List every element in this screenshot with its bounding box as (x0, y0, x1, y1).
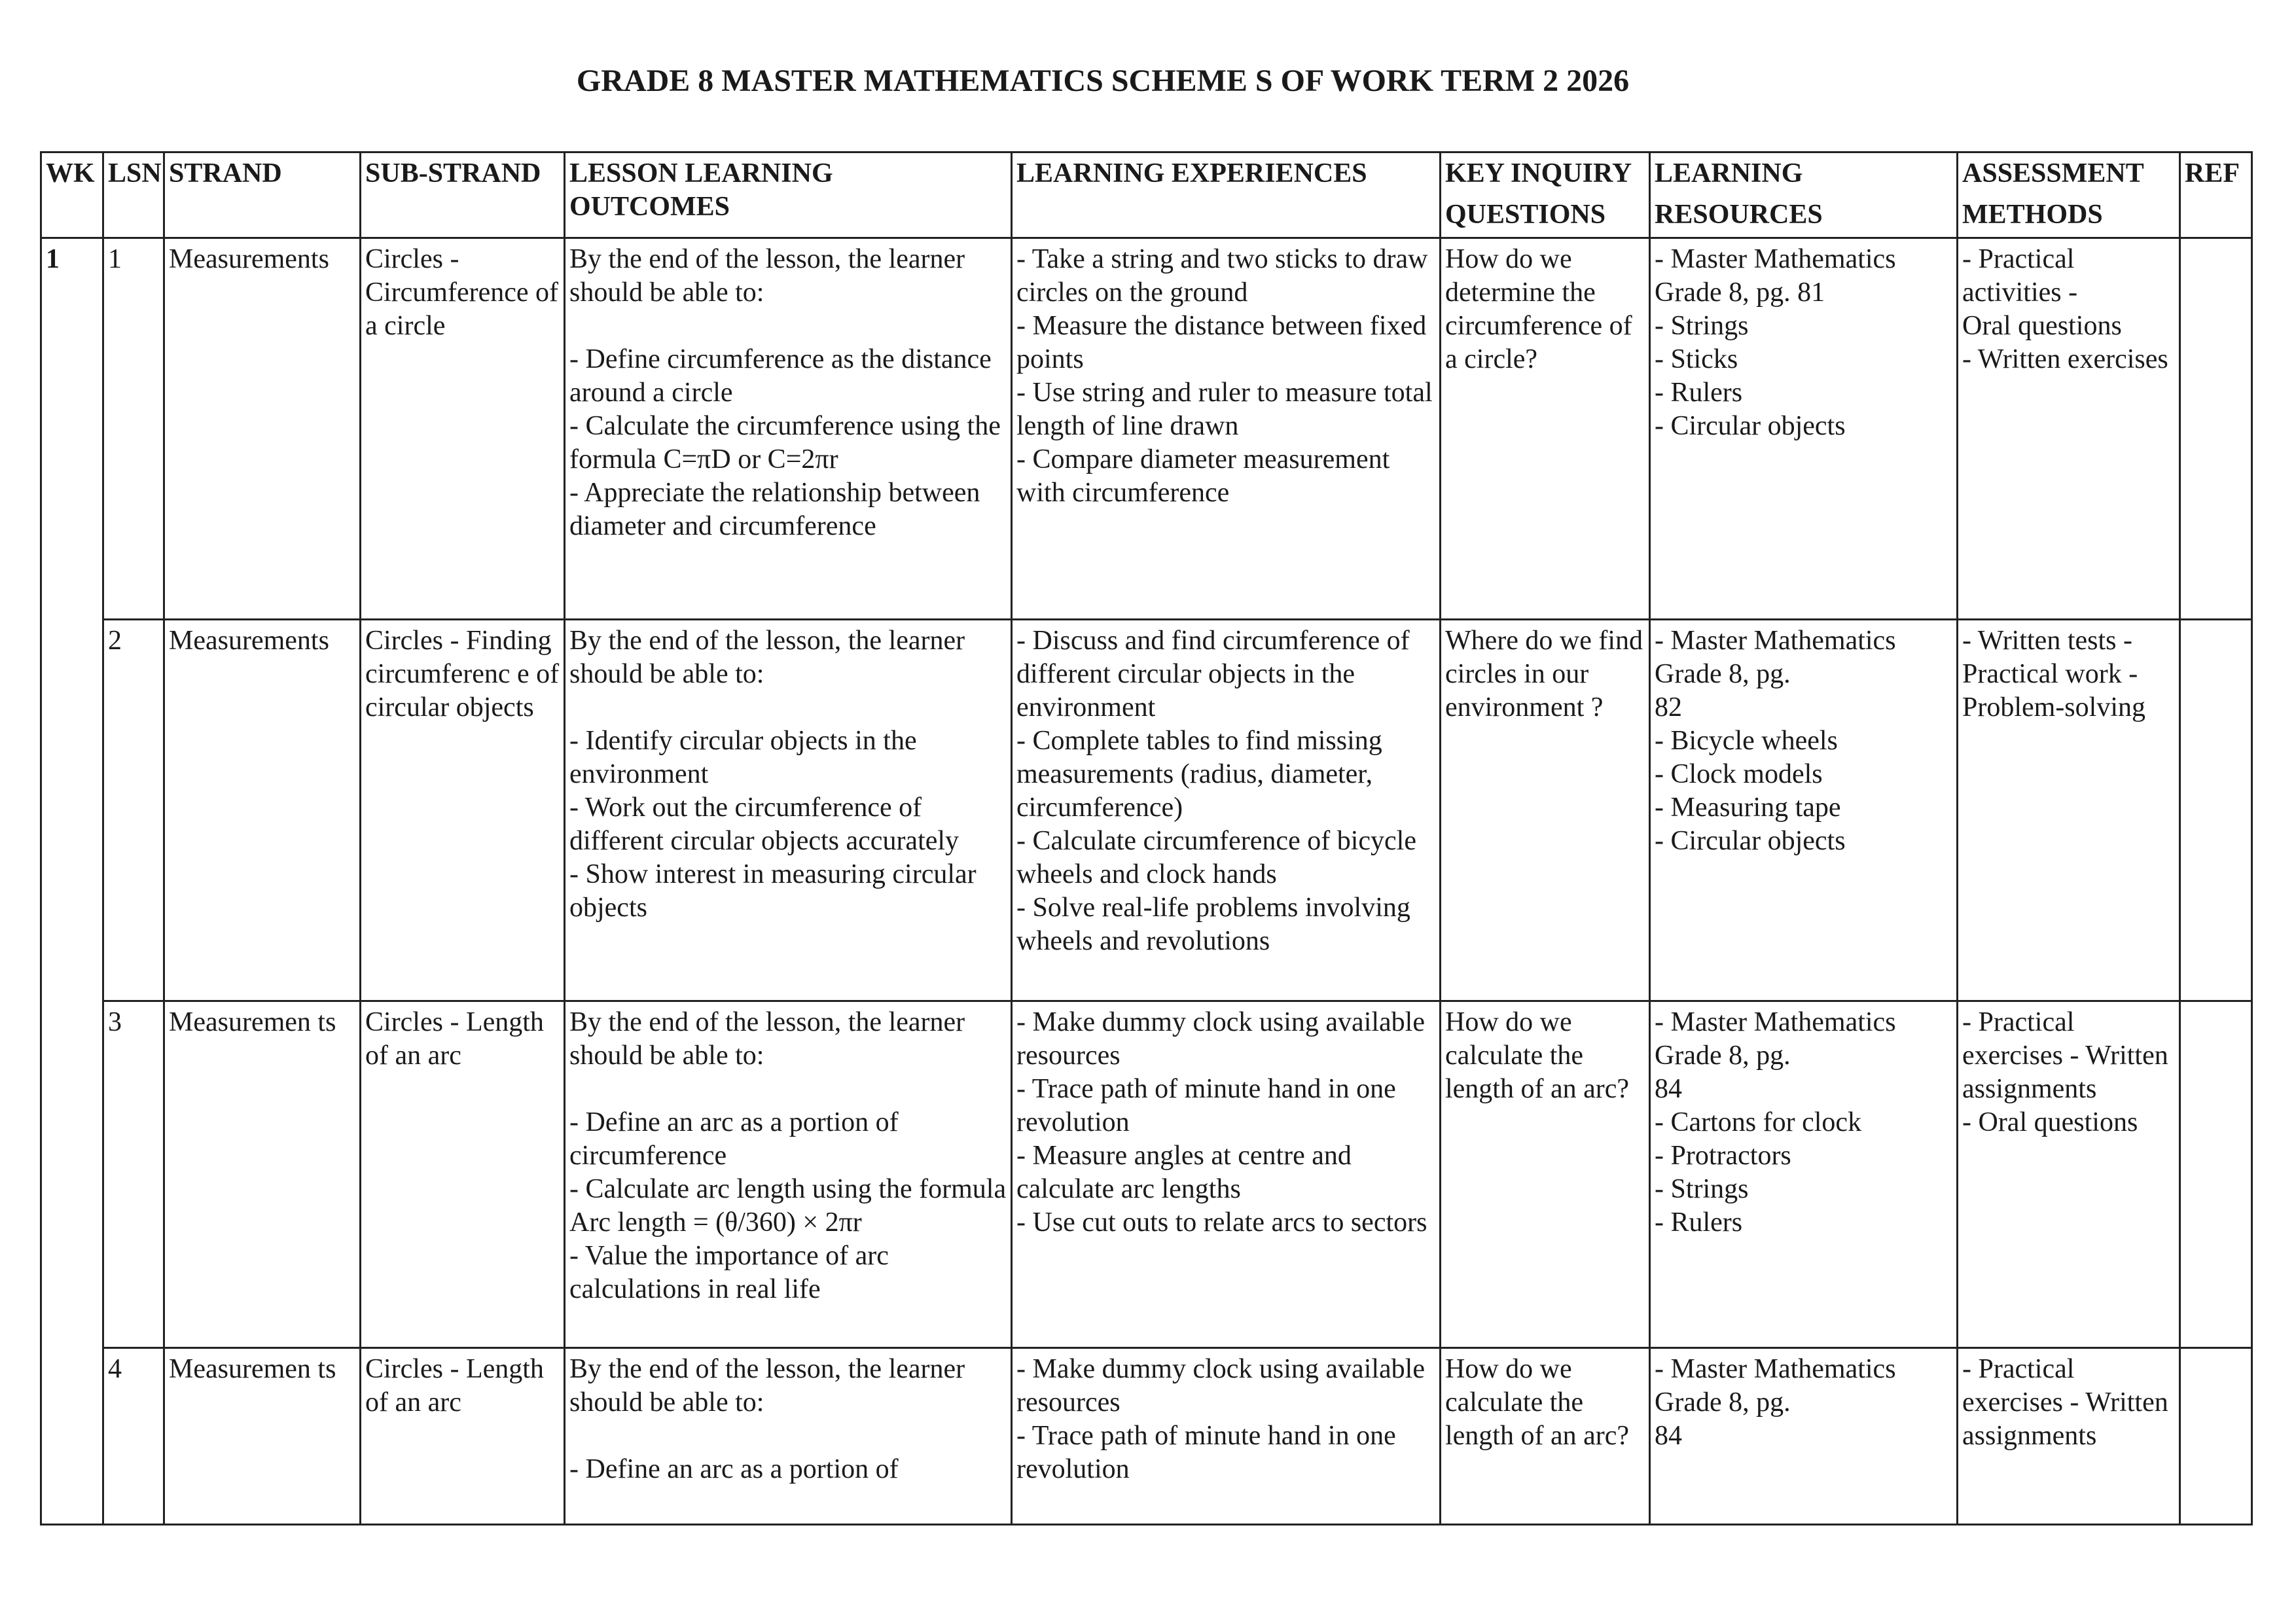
inquiry-question-cell: Where do we find circles in our environment ? (1441, 620, 1650, 1001)
sub-strand-cell: Circles - Length of an arc (361, 1001, 565, 1348)
resources-cell (1650, 1001, 1958, 1348)
strand-cell: Measuremen ts (164, 1348, 361, 1525)
header-resources (1650, 152, 1958, 238)
resources-cell-line: - Sticks (1655, 344, 1738, 374)
inquiry-question-cell: How do we calculate the length of an arc? (1441, 1001, 1650, 1348)
header-assessment (1958, 152, 2180, 238)
experiences-cell-line: - Trace path of minute hand in one revolution (1016, 1421, 1396, 1484)
resources-cell-line: - Rulers (1655, 1207, 1743, 1238)
ref-cell (2180, 1348, 2252, 1525)
header-wk: WK (41, 152, 103, 238)
sub-strand-cell: Circles - Length of an arc (361, 1348, 565, 1525)
header-outcomes-line1: LESSON LEARNING (569, 158, 833, 188)
strand-cell: Measuremen ts (164, 1001, 361, 1348)
resources-cell (1650, 620, 1958, 1001)
header-lsn: LSN (103, 152, 164, 238)
outcomes-cell-line: - Define an arc as a portion of (569, 1454, 899, 1484)
strand-cell: Measurements (164, 620, 361, 1001)
table-body (41, 238, 2252, 1525)
outcomes-cell-line: - Identify circular objects in the environment (569, 726, 917, 789)
outcomes-cell-line: - Work out the circumference of different circular objects accurately (569, 793, 960, 856)
assessment-cell-line: - Written exercises (1962, 344, 2168, 374)
outcomes-cell-line: - Show interest in measuring circular objects (569, 859, 977, 923)
resources-cell (1650, 238, 1958, 620)
outcomes-cell-line: By the end of the lesson, the learner should be able to: (569, 1007, 965, 1071)
outcomes-cell-line (569, 1073, 1007, 1106)
outcomes-cell-line: By the end of the lesson, the learner should be able to: (569, 244, 965, 308)
experiences-cell-line: - Measure the distance between fixed points (1016, 311, 1427, 374)
ref-cell (2180, 1001, 2252, 1348)
outcomes-cell-line: By the end of the lesson, the learner should be able to: (569, 626, 965, 689)
table-row (41, 1348, 2252, 1525)
experiences-cell (1012, 238, 1441, 620)
header-assessment-line1: ASSESSMENT (1962, 158, 2144, 188)
resources-cell-line: - Protractors (1655, 1141, 1791, 1171)
assessment-cell-line: - Oral questions (1962, 1107, 2138, 1137)
assessment-cell-line: - Practical exercises - Written assignments (1962, 1007, 2168, 1104)
assessment-cell-line: Oral questions (1962, 311, 2122, 341)
header-resources-line2: RESOURCES (1655, 200, 1823, 230)
table-row (41, 620, 2252, 1001)
lesson-number-cell: 1 (103, 238, 164, 620)
page-title: GRADE 8 MASTER MATHEMATICS SCHEME S OF WORK TERM 2 2026 (576, 63, 1630, 98)
experiences-cell-line: - Take a string and two sticks to draw circles on the ground (1016, 244, 1428, 308)
outcomes-cell-line (569, 310, 1007, 343)
assessment-cell (1958, 1348, 2180, 1525)
lesson-number-cell: 3 (103, 1001, 164, 1348)
outcomes-cell-line (569, 691, 1007, 724)
resources-cell-line: - Measuring tape (1655, 793, 1841, 823)
header-resources-line1: LEARNING (1655, 158, 1803, 188)
header-inquiry-line1: KEY INQUIRY (1445, 158, 1632, 188)
outcomes-cell-line: - Define an arc as a portion of circumference (569, 1107, 899, 1171)
resources-cell-line: - Master Mathematics Grade 8, pg. (1655, 1354, 1896, 1418)
experiences-cell-line: - Make dummy clock using available resources (1016, 1007, 1425, 1071)
resources-cell-line: - Master Mathematics Grade 8, pg. (1655, 626, 1896, 689)
resources-cell-line: - Rulers (1655, 378, 1743, 408)
header-outcomes-line2: OUTCOMES (569, 192, 730, 222)
experiences-cell-line: - Solve real-life problems involving wheels and revolutions (1016, 893, 1410, 956)
lesson-number-cell: 2 (103, 620, 164, 1001)
outcomes-cell (565, 1001, 1012, 1348)
assessment-cell-line: - Practical activities - (1962, 244, 2078, 308)
header-assessment-line2: METHODS (1962, 200, 2103, 230)
resources-cell-line: 84 (1655, 1074, 1682, 1104)
ref-cell (2180, 620, 2252, 1001)
experiences-cell (1012, 1348, 1441, 1525)
outcomes-cell-line: - Calculate the circumference using the formula C=πD or C=2πr (569, 411, 1001, 474)
header-row (41, 152, 2252, 238)
resources-cell-line: 84 (1655, 1421, 1682, 1451)
experiences-cell (1012, 620, 1441, 1001)
header-inquiry (1441, 152, 1650, 238)
header-ref: REF (2180, 152, 2252, 238)
assessment-cell (1958, 1001, 2180, 1348)
resources-cell-line: - Master Mathematics Grade 8, pg. (1655, 1007, 1896, 1071)
resources-cell-line: - Cartons for clock (1655, 1107, 1862, 1137)
inquiry-question-cell: How do we determine the circumference of a circle? (1441, 238, 1650, 620)
resources-cell-line: - Circular objects (1655, 826, 1846, 856)
ref-cell (2180, 238, 2252, 620)
experiences-cell-line: - Make dummy clock using available resources (1016, 1354, 1425, 1418)
experiences-cell-line: - Compare diameter measurement with circumference (1016, 444, 1390, 508)
experiences-cell-line: - Discuss and find circumference of different circular objects in the environment (1016, 626, 1410, 722)
experiences-cell-line: - Measure angles at centre and calculate arc lengths (1016, 1141, 1352, 1204)
resources-cell-line: 82 (1655, 692, 1682, 722)
strand-cell: Measurements (164, 238, 361, 620)
assessment-cell-line: - Practical exercises - Written assignments (1962, 1354, 2168, 1451)
week-cell: 1 (41, 238, 103, 1525)
outcomes-cell (565, 238, 1012, 620)
table-row (41, 238, 2252, 620)
outcomes-cell-line: - Value the importance of arc calculations in real life (569, 1241, 889, 1304)
experiences-cell-line: - Use cut outs to relate arcs to sectors (1016, 1207, 1427, 1238)
experiences-cell (1012, 1001, 1441, 1348)
resources-cell-line: - Circular objects (1655, 411, 1846, 441)
outcomes-cell-line: - Appreciate the relationship between diameter and circumference (569, 478, 980, 541)
sub-strand-cell: Circles - Finding circumferenc e of circular objects (361, 620, 565, 1001)
sub-strand-cell: Circles - Circumference of a circle (361, 238, 565, 620)
outcomes-cell (565, 620, 1012, 1001)
header-experiences: LEARNING EXPERIENCES (1012, 152, 1441, 238)
resources-cell-line: - Strings (1655, 311, 1749, 341)
scheme-of-work-table (40, 151, 2253, 1525)
resources-cell-line: - Bicycle wheels (1655, 726, 1838, 756)
experiences-cell-line: - Calculate circumference of bicycle wheels and clock hands (1016, 826, 1416, 889)
outcomes-cell-line (569, 1419, 1007, 1453)
assessment-cell (1958, 620, 2180, 1001)
outcomes-cell-line: By the end of the lesson, the learner should be able to: (569, 1354, 965, 1418)
header-strand: STRAND (164, 152, 361, 238)
header-outcomes (565, 152, 1012, 238)
resources-cell-line: - Master Mathematics Grade 8, pg. 81 (1655, 244, 1896, 308)
outcomes-cell-line: - Calculate arc length using the formula Arc length = (θ/360) × 2πr (569, 1174, 1007, 1238)
assessment-cell (1958, 238, 2180, 620)
experiences-cell-line: - Complete tables to find missing measurements (radius, diameter, circumference) (1016, 726, 1382, 823)
experiences-cell-line: - Use string and ruler to measure total length of line drawn (1016, 378, 1433, 441)
resources-cell-line: - Clock models (1655, 759, 1823, 789)
resources-cell (1650, 1348, 1958, 1525)
experiences-cell-line: - Trace path of minute hand in one revolution (1016, 1074, 1396, 1137)
outcomes-cell-line: - Define circumference as the distance around a circle (569, 344, 992, 408)
assessment-cell-line: - Written tests - Practical work - Problem-solving (1962, 626, 2145, 722)
lesson-number-cell: 4 (103, 1348, 164, 1525)
header-inquiry-line2: QUESTIONS (1445, 200, 1606, 230)
outcomes-cell (565, 1348, 1012, 1525)
header-sub-strand: SUB-STRAND (361, 152, 565, 238)
table-row (41, 1001, 2252, 1348)
resources-cell-line: - Strings (1655, 1174, 1749, 1204)
inquiry-question-cell: How do we calculate the length of an arc? (1441, 1348, 1650, 1525)
